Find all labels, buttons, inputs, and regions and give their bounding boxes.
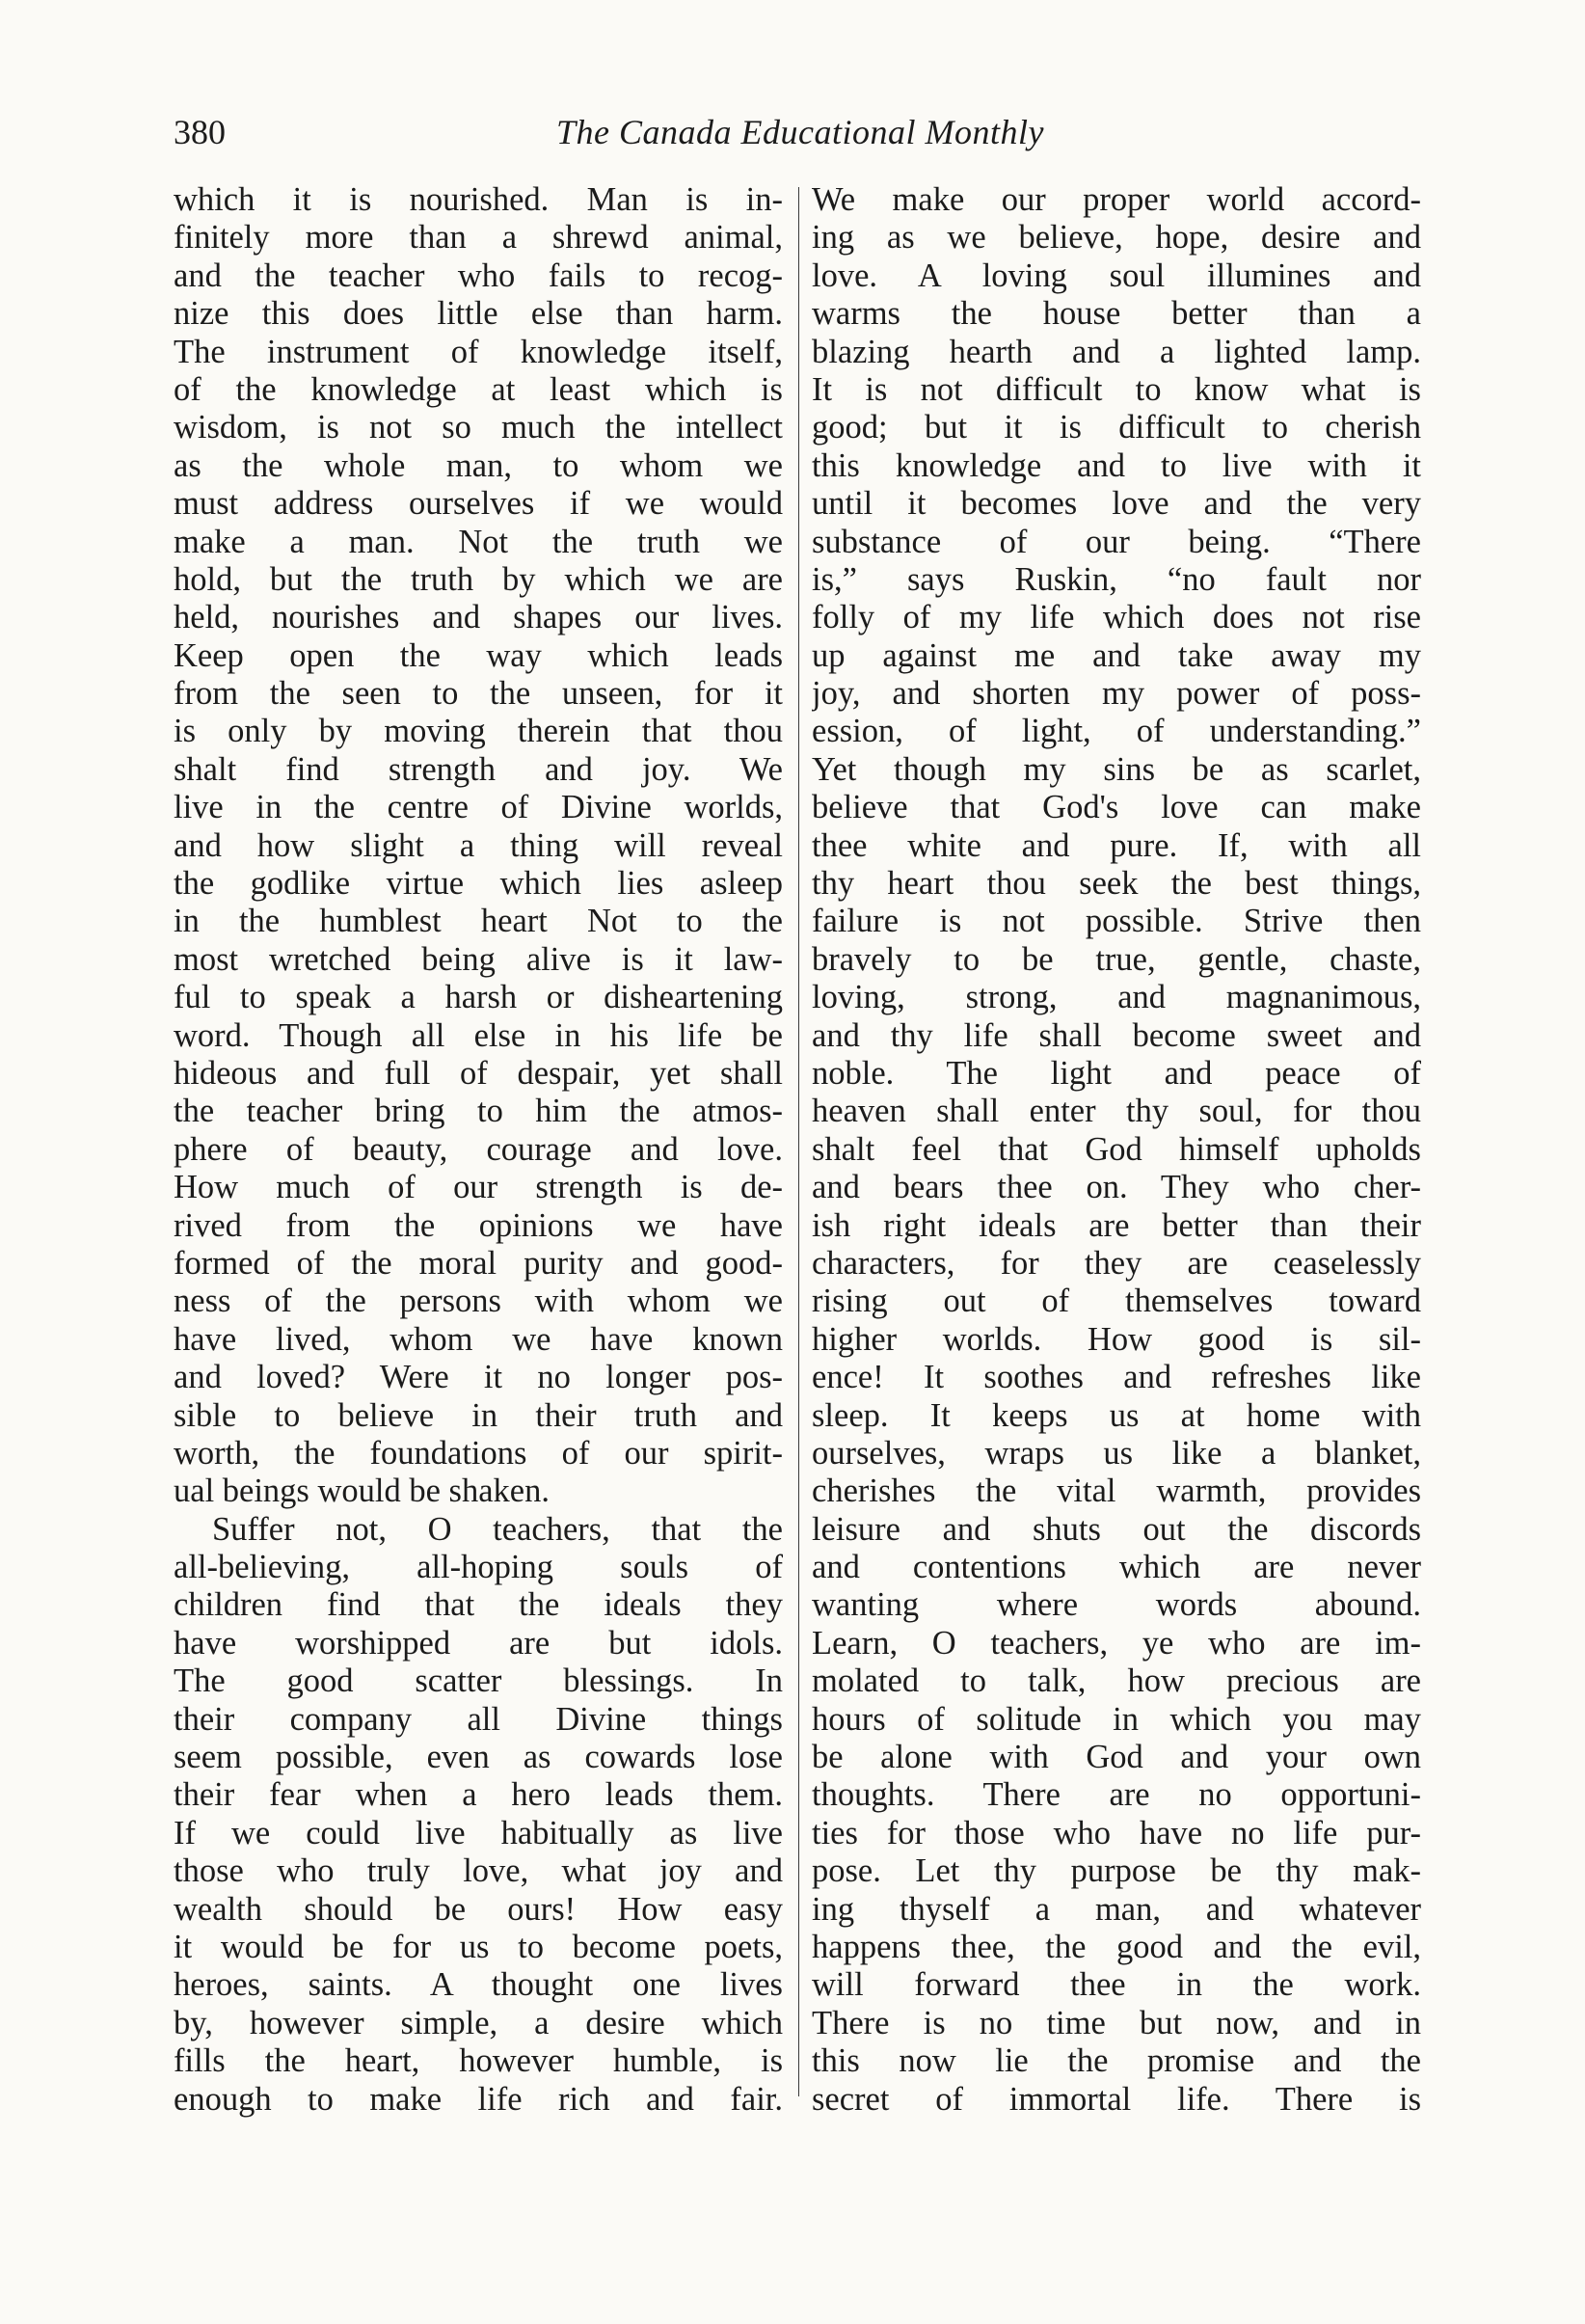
text-line: shalt find strength and joy. We	[174, 750, 783, 788]
text-line: The instrument of knowledge itself,	[174, 333, 783, 370]
text-line: and contentions which are never	[812, 1549, 1421, 1586]
text-line: thy heart thou seek the best things,	[812, 865, 1421, 903]
text-line: love. A loving soul illumines and	[812, 257, 1421, 294]
text-line: which it is nourished. Man is in-	[174, 181, 783, 218]
text-line: heaven shall enter thy soul, for thou	[812, 1093, 1421, 1130]
page-header	[174, 108, 1427, 156]
text-line: secret of immortal life. There is	[812, 2080, 1421, 2118]
text-line: seem possible, even as cowards lose	[174, 1739, 783, 1776]
text-line: live in the centre of Divine worlds,	[174, 789, 783, 826]
text-line: word. Though all else in his life be	[174, 1016, 783, 1054]
text-line: and bears thee on. They who cher-	[812, 1169, 1421, 1206]
text-line: rising out of themselves toward	[812, 1283, 1421, 1320]
text-line: It is not difficult to know what is	[812, 370, 1421, 408]
text-line: thoughts. There are no opportuni-	[812, 1776, 1421, 1814]
text-columns	[174, 181, 1427, 2168]
text-line: by, however simple, a desire which	[174, 2004, 783, 2041]
text-line: their fear when a hero leads them.	[174, 1776, 783, 1814]
text-line: believe that God's love can make	[812, 789, 1421, 826]
text-line: molated to talk, how precious are	[812, 1662, 1421, 1700]
text-line: enough to make life rich and fair.	[174, 2080, 783, 2118]
text-line: Keep open the way which leads	[174, 636, 783, 674]
text-line: phere of beauty, courage and love.	[174, 1130, 783, 1168]
text-line: leisure and shuts out the discords	[812, 1510, 1421, 1548]
text-line: the godlike virtue which lies asleep	[174, 865, 783, 903]
text-line: rived from the opinions we have	[174, 1206, 783, 1244]
text-line: failure is not possible. Strive then	[812, 903, 1421, 940]
text-line: is,” says Ruskin, “no fault nor	[812, 560, 1421, 598]
text-line: have lived, whom we have known	[174, 1320, 783, 1358]
text-line: pose. Let thy purpose be thy mak-	[812, 1852, 1421, 1890]
text-line: loving, strong, and magnanimous,	[812, 979, 1421, 1016]
text-line: finitely more than a shrewd animal,	[174, 219, 783, 257]
text-line: and how slight a thing will reveal	[174, 826, 783, 864]
text-line: ing thyself a man, and whatever	[812, 1890, 1421, 1928]
text-line: Suffer not, O teachers, that the	[212, 1510, 783, 1548]
text-line: the teacher bring to him the atmos-	[174, 1093, 783, 1130]
text-line: in the humblest heart Not to the	[174, 903, 783, 940]
text-line: ence! It soothes and refreshes like	[812, 1359, 1421, 1396]
text-line: their company all Divine things	[174, 1700, 783, 1738]
text-line: of the knowledge at least which is	[174, 370, 783, 408]
text-line: sleep. It keeps us at home with	[812, 1396, 1421, 1434]
text-line: joy, and shorten my power of poss-	[812, 675, 1421, 713]
text-line: is only by moving therein that thou	[174, 713, 783, 750]
text-line: be alone with God and your own	[812, 1739, 1421, 1776]
text-line: ish right ideals are better than their	[812, 1206, 1421, 1244]
text-line: folly of my life which does not rise	[812, 599, 1421, 636]
text-line: sible to believe in their truth and	[174, 1396, 783, 1434]
text-line: wisdom, is not so much the intellect	[174, 409, 783, 446]
text-line: this now lie the promise and the	[812, 2042, 1421, 2080]
text-line: as the whole man, to whom we	[174, 446, 783, 484]
text-line: until it becomes love and the very	[812, 485, 1421, 523]
text-line: ful to speak a harsh or disheartening	[174, 979, 783, 1016]
text-line: If we could live habitually as live	[174, 1814, 783, 1851]
text-line: good; but it is difficult to cherish	[812, 409, 1421, 446]
text-line: cherishes the vital warmth, provides	[812, 1473, 1421, 1510]
text-line: fills the heart, however humble, is	[174, 2042, 783, 2080]
text-line: held, nourishes and shapes our lives.	[174, 599, 783, 636]
text-line: bravely to be true, gentle, chaste,	[812, 940, 1421, 978]
text-line: ing as we believe, hope, desire and	[812, 219, 1421, 257]
text-line: children find that the ideals they	[174, 1586, 783, 1624]
left-column	[174, 181, 783, 2119]
text-line: will forward thee in the work.	[812, 1966, 1421, 2004]
text-line: it would be for us to become poets,	[174, 1928, 783, 1965]
text-line: worth, the foundations of our spirit-	[174, 1434, 783, 1472]
text-line: from the seen to the unseen, for it	[174, 675, 783, 713]
text-line: How much of our strength is de-	[174, 1169, 783, 1206]
text-line: Yet though my sins be as scarlet,	[812, 750, 1421, 788]
text-line: wanting where words abound.	[812, 1586, 1421, 1624]
text-line: and the teacher who fails to recog-	[174, 257, 783, 294]
column-divider	[798, 187, 799, 2096]
text-line: and thy life shall become sweet and	[812, 1016, 1421, 1054]
text-line: characters, for they are ceaselessly	[812, 1244, 1421, 1282]
text-line: and loved? Were it no longer pos-	[174, 1359, 783, 1396]
text-line: heroes, saints. A thought one lives	[174, 1966, 783, 2004]
text-line: most wretched being alive is it law-	[174, 940, 783, 978]
running-head: The Canada Educational Monthly	[556, 113, 1044, 151]
text-line: shalt feel that God himself upholds	[812, 1130, 1421, 1168]
page-number: 380	[174, 113, 226, 151]
text-line: wealth should be ours! How easy	[174, 1890, 783, 1928]
text-line: ties for those who have no life pur-	[812, 1814, 1421, 1851]
text-line: blazing hearth and a lighted lamp.	[812, 333, 1421, 370]
text-line: hours of solitude in which you may	[812, 1700, 1421, 1738]
text-line: Learn, O teachers, ye who are im-	[812, 1624, 1421, 1662]
text-line: We make our proper world accord-	[812, 181, 1421, 218]
text-line: higher worlds. How good is sil-	[812, 1320, 1421, 1358]
text-line: have worshipped are but idols.	[174, 1624, 783, 1662]
text-line: warms the house better than a	[812, 295, 1421, 333]
text-line: There is no time but now, and in	[812, 2004, 1421, 2041]
right-column	[812, 181, 1421, 2119]
text-line: all-believing, all-hoping souls of	[174, 1549, 783, 1586]
text-line: those who truly love, what joy and	[174, 1852, 783, 1890]
text-line: hideous and full of despair, yet shall	[174, 1054, 783, 1092]
text-line: up against me and take away my	[812, 636, 1421, 674]
text-line: this knowledge and to live with it	[812, 446, 1421, 484]
text-line: make a man. Not the truth we	[174, 523, 783, 560]
text-line: substance of our being. “There	[812, 523, 1421, 560]
text-line: hold, but the truth by which we are	[174, 560, 783, 598]
text-line: ual beings would be shaken.	[174, 1473, 550, 1510]
text-line: The good scatter blessings. In	[174, 1662, 783, 1700]
text-line: thee white and pure. If, with all	[812, 826, 1421, 864]
text-line: nize this does little else than harm.	[174, 295, 783, 333]
text-line: ness of the persons with whom we	[174, 1283, 783, 1320]
text-line: noble. The light and peace of	[812, 1054, 1421, 1092]
text-line: ession, of light, of understanding.”	[812, 713, 1421, 750]
text-line: ourselves, wraps us like a blanket,	[812, 1434, 1421, 1472]
text-line: happens thee, the good and the evil,	[812, 1928, 1421, 1965]
text-line: formed of the moral purity and good-	[174, 1244, 783, 1282]
text-line: must address ourselves if we would	[174, 485, 783, 523]
